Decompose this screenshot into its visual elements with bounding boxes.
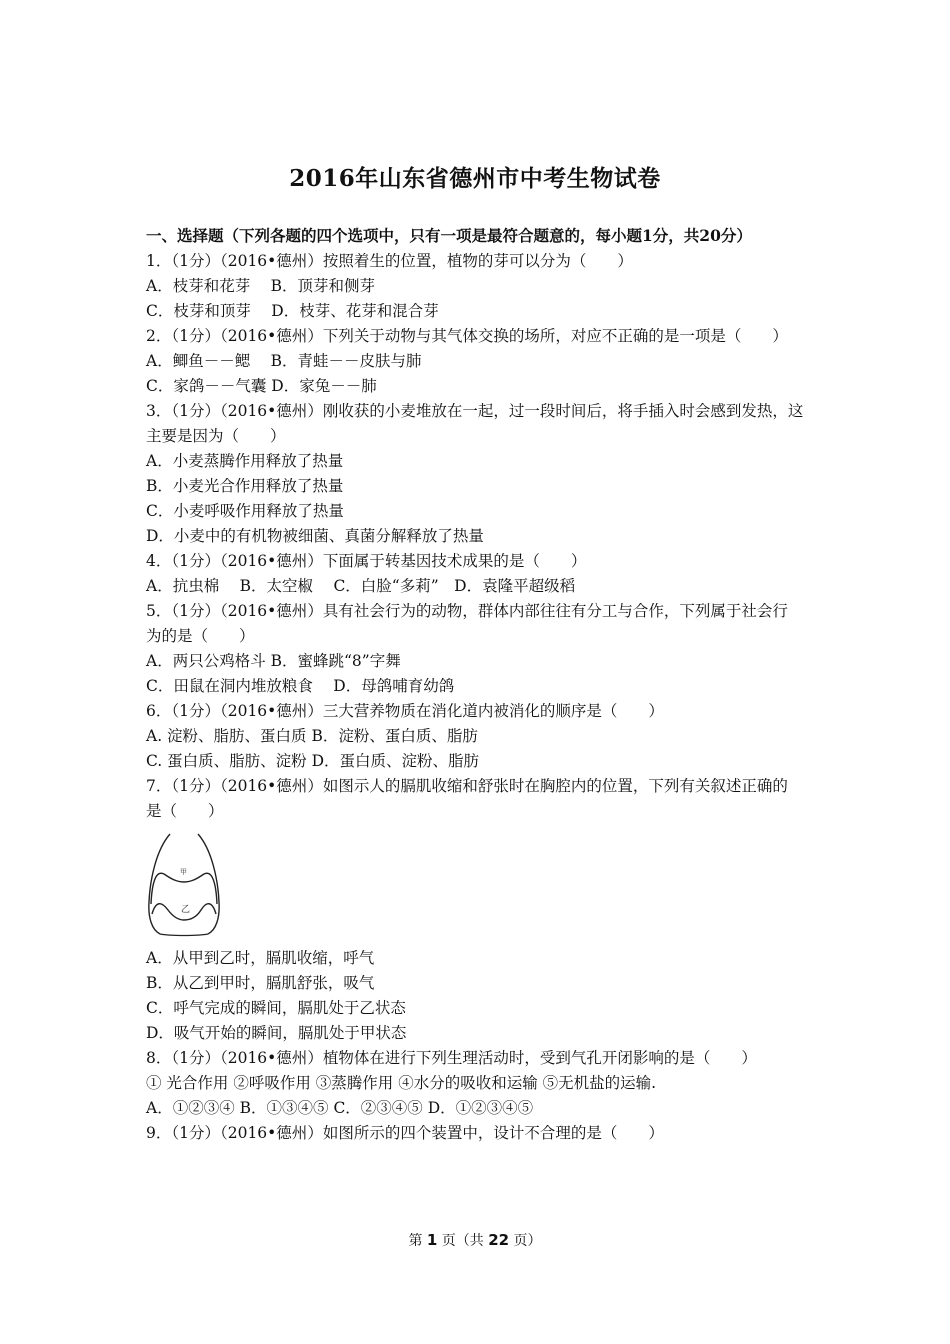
text-line: C．家鸽－－气囊 D．家兔－－肺 bbox=[146, 377, 377, 395]
page-footer bbox=[0, 1230, 950, 1250]
page-total: 22 bbox=[488, 1231, 510, 1249]
text-line: A．小麦蒸腾作用释放了热量 bbox=[146, 452, 344, 470]
text-line: B．小麦光合作用释放了热量 bbox=[146, 477, 344, 495]
footer-middle: 页（共 bbox=[437, 1233, 489, 1249]
footer-suffix: 页） bbox=[509, 1233, 542, 1249]
text-line: 7．（1分）（2016•德州）如图示人的膈肌收缩和舒张时在胸腔内的位置，下列有关叙述正确的 bbox=[146, 777, 788, 795]
text-line: ① 光合作用 ②呼吸作用 ③蒸腾作用 ④水分的吸收和运输 ⑤无机盐的运输. bbox=[146, 1074, 657, 1092]
text-line: 4．（1分）（2016•德州）下面属于转基因技术成果的是（ ） bbox=[146, 552, 587, 570]
text-line: D．吸气开始的瞬间，膈肌处于甲状态 bbox=[146, 1024, 407, 1042]
text-line: C．田鼠在洞内堆放粮食 D．母鸽哺育幼鸽 bbox=[146, 677, 455, 695]
figure-label-bottom: 乙 bbox=[181, 905, 191, 915]
figure-label-top: 甲 bbox=[180, 868, 187, 876]
text-line: 主要是因为（ ） bbox=[146, 427, 286, 445]
text-line: 是（ ） bbox=[146, 802, 224, 820]
text-line: A．抗虫棉 B．太空椒 C．白脸“多莉” D．袁隆平超级稻 bbox=[146, 577, 576, 595]
text-line: C. 蛋白质、脂肪、淀粉 D．蛋白质、淀粉、脂肪 bbox=[146, 752, 480, 770]
text-line: A．①②③④ B．①③④⑤ C．②③④⑤ D．①②③④⑤ bbox=[146, 1099, 534, 1117]
document-title: 2016年山东省德州市中考生物试卷 bbox=[289, 165, 661, 192]
text-line: C．小麦呼吸作用释放了热量 bbox=[146, 502, 344, 520]
text-line: 5．（1分）（2016•德州）具有社会行为的动物，群体内部往往有分工与合作，下列属于社会行 bbox=[146, 602, 788, 620]
text-line: 9．（1分）（2016•德州）如图所示的四个装置中，设计不合理的是（ ） bbox=[146, 1124, 664, 1142]
text-line: 8．（1分）（2016•德州）植物体在进行下列生理活动时，受到气孔开闭影响的是（ ） bbox=[146, 1049, 757, 1067]
footer-prefix: 第 bbox=[408, 1233, 427, 1249]
text-line: A．两只公鸡格斗 B．蜜蜂跳“8”字舞 bbox=[146, 652, 401, 670]
text-line: C．呼气完成的瞬间，膈肌处于乙状态 bbox=[146, 999, 406, 1017]
text-line: 2．（1分）（2016•德州）下列关于动物与其气体交换的场所，对应不正确的是一项是（ ） bbox=[146, 327, 788, 345]
text-line: A．从甲到乙时，膈肌收缩，呼气 bbox=[146, 949, 375, 967]
text-line: 为的是（ ） bbox=[146, 627, 255, 645]
text-line: A．鲫鱼－－鳃 B．青蛙－－皮肤与肺 bbox=[146, 352, 422, 370]
text-line: A. 淀粉、脂肪、蛋白质 B．淀粉、蛋白质、脂肪 bbox=[146, 727, 478, 745]
text-line: 3．（1分）（2016•德州）刚收获的小麦堆放在一起，过一段时间后，将手插入时会感到发热，这 bbox=[146, 402, 804, 420]
text-line: D．小麦中的有机物被细菌、真菌分解释放了热量 bbox=[146, 527, 484, 545]
section-heading: 一、选择题（下列各题的四个选项中，只有一项是最符合题意的，每小题1分，共20分） bbox=[146, 226, 752, 245]
diaphragm-figure bbox=[146, 830, 224, 938]
text-line: 6．（1分）（2016•德州）三大营养物质在消化道内被消化的顺序是（ ） bbox=[146, 702, 664, 720]
text-line: 1．（1分）（2016•德州）按照着生的位置，植物的芽可以分为（ ） bbox=[146, 252, 633, 270]
text-line: A．枝芽和花芽 B．顶芽和侧芽 bbox=[146, 277, 376, 295]
text-line: C．枝芽和顶芽 D．枝芽、花芽和混合芽 bbox=[146, 302, 439, 320]
page-number: 1 bbox=[426, 1231, 438, 1249]
text-line: B．从乙到甲时，膈肌舒张，吸气 bbox=[146, 974, 375, 992]
